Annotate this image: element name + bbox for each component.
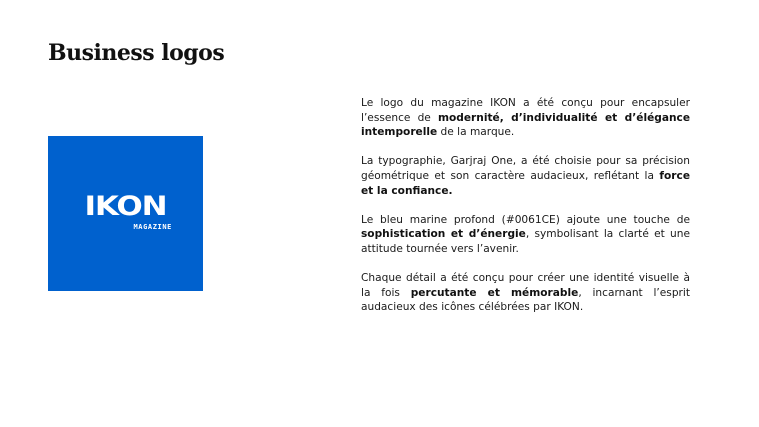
logo-subtitle: MAGAZINE bbox=[133, 223, 172, 231]
paragraph-text: de la marque. bbox=[437, 126, 515, 139]
paragraph-identity bbox=[361, 271, 690, 315]
page-title: Business logos bbox=[48, 40, 225, 66]
paragraph-color bbox=[361, 213, 690, 257]
paragraph-text: Chaque détail a été conçu pour créer une identité visuelle à la fois bbox=[361, 272, 690, 299]
paragraph-emphasis: sophistication et d’énergie bbox=[361, 228, 526, 241]
paragraph-emphasis: percutante et mémorable bbox=[410, 286, 579, 299]
paragraph-emphasis: modernité, d’individualité et d’élégance intemporelle bbox=[361, 111, 691, 139]
paragraph-text: , incarnant l’esprit audacieux des icônes célébrées par IKON. bbox=[361, 286, 691, 314]
paragraph-text: Le logo du magazine IKON a été conçu pour encapsuler l’essence de bbox=[361, 97, 690, 124]
paragraph-typography bbox=[361, 154, 690, 198]
ikon-logo bbox=[48, 136, 203, 291]
paragraph-intro bbox=[361, 96, 690, 140]
paragraph-text: , symbolisant la clarté et une attitude tournée vers l’avenir. bbox=[361, 228, 690, 255]
paragraph-emphasis: force et la confiance. bbox=[361, 169, 690, 197]
logo-wordmark: IKON bbox=[84, 191, 167, 222]
paragraph-text: Le bleu marine profond (#0061CE) ajoute une touche de bbox=[361, 213, 690, 226]
description-text bbox=[361, 96, 690, 315]
paragraph-text: La typographie, Garjraj One, a été choisie pour sa précision géométrique et son caractère audacieux, reflétant la bbox=[361, 155, 690, 182]
